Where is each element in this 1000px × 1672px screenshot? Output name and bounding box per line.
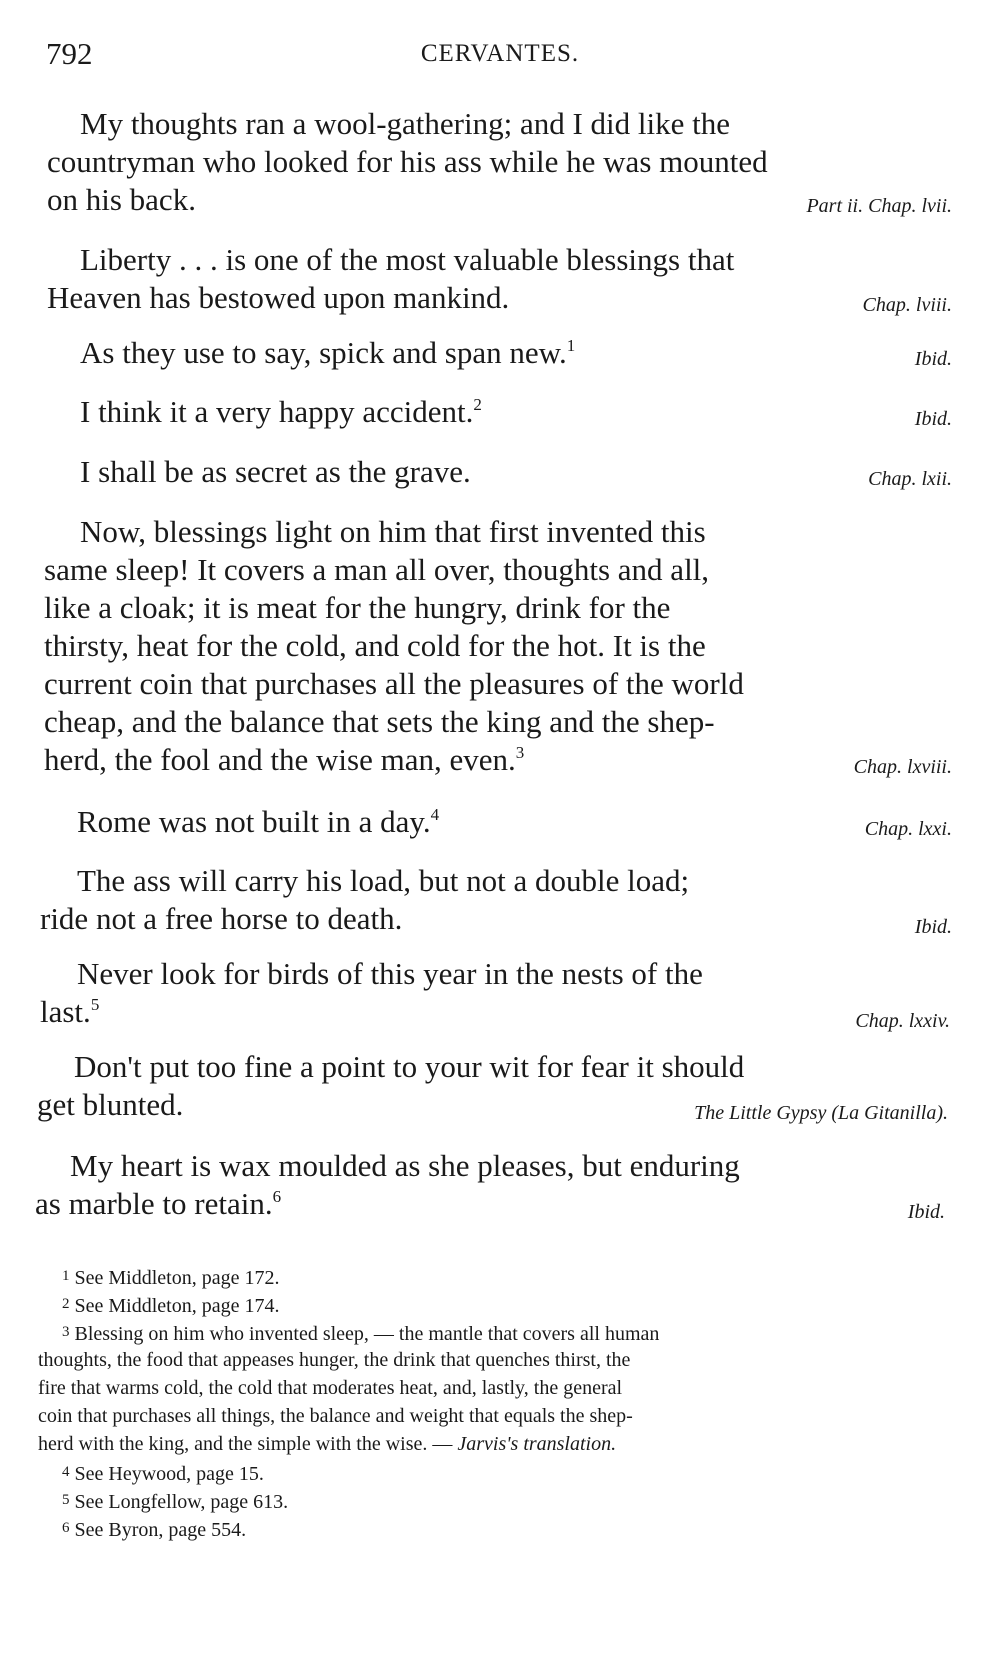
quote-line: Liberty . . . is one of the most valuable blessings that: [80, 242, 735, 277]
quote-line: My thoughts ran a wool-gathering; and I did like the: [80, 106, 731, 141]
citation: The Little Gypsy (La Gitanilla).: [694, 1102, 948, 1124]
citation: Ibid.: [914, 348, 952, 370]
footnote: $^5$ See Longfellow, page 613.: [62, 1491, 289, 1513]
footnote: $^1$ See Middleton, page 172.: [62, 1267, 280, 1289]
footnote-line: herd with the king, and the simple with the wise. — Jarvis's translation.: [38, 1433, 617, 1455]
footnote-line: coin that purchases all things, the balance and weight that equals the shep-: [38, 1405, 633, 1427]
citation: Ibid.: [914, 916, 952, 938]
page-number: 792: [46, 36, 93, 71]
footnote-ref: 1: [566, 336, 576, 355]
quote-line: Rome was not built in a day.$^4$: [77, 804, 440, 839]
footnote-ref: 3: [515, 743, 525, 762]
quote-line: As they use to say, spick and span new.$^1$: [80, 335, 576, 370]
quote-line: countryman who looked for his ass while he was mounted: [47, 144, 768, 179]
citation: Chap. lxii.: [868, 468, 952, 490]
quote-line: Heaven has bestowed upon mankind.: [47, 280, 510, 315]
quote-line: same sleep! It covers a man all over, thoughts and all,: [44, 552, 710, 587]
footnote-line: fire that warms cold, the cold that moderates heat, and, lastly, the general: [38, 1377, 623, 1399]
quote-line: thirsty, heat for the cold, and cold for the hot. It is the: [44, 628, 706, 663]
attribution: Jarvis's translation.: [457, 1433, 617, 1455]
footnote-ref: 2: [473, 395, 482, 414]
quote-line: My heart is wax moulded as she pleases, but enduring: [70, 1148, 740, 1183]
footnote-ref: 4: [430, 805, 440, 824]
quote-line: Never look for birds of this year in the nests of the: [77, 956, 703, 991]
footnote: $^3$ Blessing on him who invented sleep, — the mantle that covers all human: [62, 1323, 660, 1345]
footnote: $^2$ See Middleton, page 174.: [62, 1295, 280, 1317]
quote-line: like a cloak; it is meat for the hungry, drink for the: [44, 590, 671, 625]
quote-line: last.$^5$: [40, 994, 100, 1029]
quote-line: Now, blessings light on him that first invented this: [80, 514, 706, 549]
quote-line: on his back.: [47, 182, 196, 217]
citation: Chap. lxxi.: [864, 818, 952, 840]
quote-line: get blunted.: [37, 1087, 184, 1122]
quote-line: I shall be as secret as the grave.: [80, 454, 471, 489]
footnote: $^6$ See Byron, page 554.: [62, 1519, 247, 1541]
quote-line: herd, the fool and the wise man, even.$^3$: [44, 742, 525, 777]
quote-line: as marble to retain.$^6$: [35, 1186, 282, 1221]
quote-line: current coin that purchases all the pleasures of the world: [44, 666, 744, 701]
quote-line: ride not a free horse to death.: [40, 901, 403, 936]
citation: Chap. lxxiv.: [855, 1010, 950, 1032]
quote-line: Don't put too fine a point to your wit for fear it should: [74, 1049, 745, 1084]
footnote-ref: 5: [90, 995, 100, 1014]
footnote-ref: 6: [272, 1187, 282, 1206]
running-head: CERVANTES.: [420, 40, 580, 67]
quote-line: The ass will carry his load, but not a double load;: [77, 863, 690, 898]
quote-line: cheap, and the balance that sets the king and the shep-: [44, 704, 715, 739]
page-header: [0, 36, 1000, 76]
citation: Ibid.: [907, 1201, 945, 1223]
citation: Ibid.: [914, 408, 952, 430]
citation: Chap. lviii.: [862, 294, 952, 316]
footnote-line: thoughts, the food that appeases hunger, the drink that quenches thirst, the: [38, 1349, 631, 1371]
citation: Chap. lxviii.: [853, 756, 952, 778]
quote-line: I think it a very happy accident.$^2$: [80, 394, 482, 429]
citation: Part ii. Chap. lvii.: [806, 195, 952, 217]
footnote: $^4$ See Heywood, page 15.: [62, 1463, 264, 1485]
